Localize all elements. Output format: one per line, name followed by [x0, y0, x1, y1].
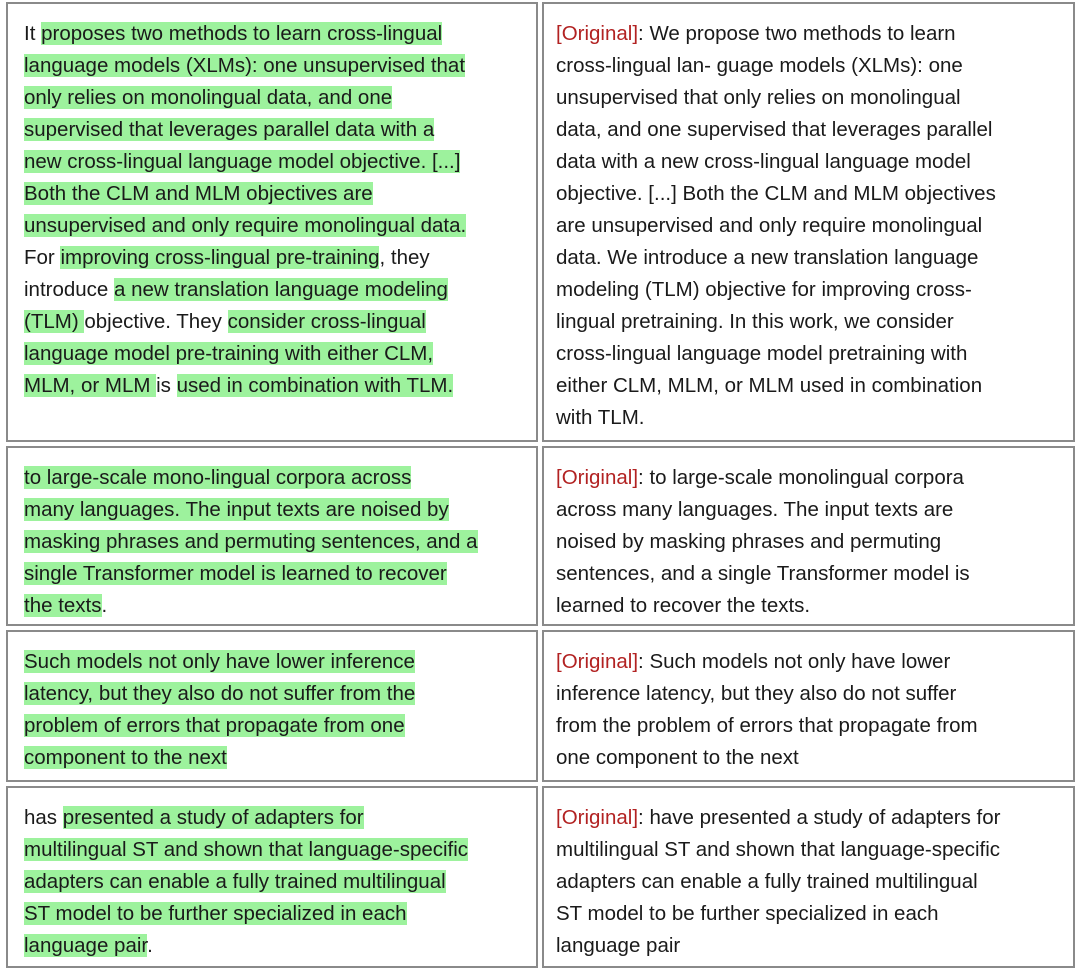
original-text: We propose two methods to learn — [649, 22, 956, 45]
generated-cell-1 — [6, 2, 538, 442]
plain-text: has — [24, 806, 63, 829]
original-line — [556, 18, 1059, 50]
highlighted-text: Such models not only have lower inference — [24, 650, 415, 673]
original-separator: : — [638, 650, 650, 673]
original-text: from the problem of errors that propagate from — [556, 714, 978, 737]
generated-line — [24, 18, 522, 50]
generated-line — [24, 834, 522, 866]
original-tag: [Original] — [556, 22, 639, 45]
generated-line — [24, 462, 522, 494]
plain-text: , they — [379, 246, 430, 269]
original-text: objective. [...] Both the CLM and MLM objectives — [556, 182, 996, 205]
original-line — [556, 338, 1059, 370]
highlighted-text: Both the CLM and MLM objectives are — [24, 182, 373, 205]
highlighted-text: the texts — [24, 594, 102, 617]
original-text: either CLM, MLM, or MLM used in combination — [556, 374, 983, 397]
original-line — [556, 242, 1059, 274]
original-line — [556, 678, 1059, 710]
plain-text: is — [156, 374, 177, 397]
original-text: multilingual ST and shown that language-specific — [556, 838, 1001, 861]
highlighted-text: problem of errors that propagate from one — [24, 714, 405, 737]
original-text: data, and one supervised that leverages parallel — [556, 118, 993, 141]
highlighted-text: language models (XLMs): one unsupervised that — [24, 54, 466, 77]
highlighted-text: improving cross-lingual pre-training — [60, 246, 380, 269]
original-line — [556, 178, 1059, 210]
generated-line — [24, 678, 522, 710]
original-text: learned to recover the texts. — [556, 594, 811, 617]
generated-line — [24, 114, 522, 146]
plain-text: objective. They — [84, 310, 228, 333]
generated-cell-4 — [6, 786, 538, 968]
generated-line — [24, 82, 522, 114]
original-line — [556, 742, 1059, 774]
original-cell-4 — [542, 786, 1075, 968]
original-line — [556, 558, 1059, 590]
highlighted-text: new cross-lingual language model objective. [...] — [24, 150, 461, 173]
original-line — [556, 590, 1059, 622]
highlighted-text: proposes two methods to learn cross-lingual — [41, 22, 443, 45]
original-line — [556, 930, 1059, 962]
generated-cell-3 — [6, 630, 538, 782]
generated-line — [24, 146, 522, 178]
generated-line — [24, 558, 522, 590]
original-text: cross-lingual lan- guage models (XLMs): one — [556, 54, 963, 77]
original-text: lingual pretraining. In this work, we consider — [556, 310, 954, 333]
original-line — [556, 146, 1059, 178]
highlighted-text: ST model to be further specialized in each — [24, 902, 407, 925]
original-text: sentences, and a single Transformer model is — [556, 562, 970, 585]
original-text: cross-lingual language model pretraining with — [556, 342, 968, 365]
generated-line — [24, 930, 522, 962]
original-tag: [Original] — [556, 650, 639, 673]
generated-line — [24, 710, 522, 742]
highlighted-text: masking phrases and permuting sentences, and a — [24, 530, 478, 553]
original-separator: : — [638, 806, 650, 829]
original-line — [556, 370, 1059, 402]
highlighted-text: single Transformer model is learned to recover — [24, 562, 447, 585]
original-text: to large-scale monolingual corpora — [649, 466, 964, 489]
generated-line — [24, 802, 522, 834]
highlighted-text: (TLM) — [24, 310, 85, 333]
generated-line — [24, 306, 522, 338]
original-separator: : — [638, 22, 650, 45]
original-line — [556, 306, 1059, 338]
original-text: Such models not only have lower — [649, 650, 951, 673]
original-line — [556, 898, 1059, 930]
generated-line — [24, 338, 522, 370]
original-text: have presented a study of adapters for — [649, 806, 1001, 829]
generated-line — [24, 178, 522, 210]
original-cell-2 — [542, 446, 1075, 626]
original-text: noised by masking phrases and permuting — [556, 530, 942, 553]
original-line — [556, 210, 1059, 242]
original-line — [556, 710, 1059, 742]
generated-line — [24, 494, 522, 526]
highlighted-text: adapters can enable a fully trained multilingual — [24, 870, 446, 893]
original-text: ST model to be further specialized in each — [556, 902, 939, 925]
generated-line — [24, 742, 522, 774]
generated-line — [24, 242, 522, 274]
original-line — [556, 462, 1059, 494]
original-line — [556, 494, 1059, 526]
highlighted-text: multilingual ST and shown that language-specific — [24, 838, 469, 861]
plain-text: introduce — [24, 278, 115, 301]
generated-line — [24, 526, 522, 558]
highlighted-text: presented a study of adapters for — [62, 806, 364, 829]
plain-text: It — [24, 22, 42, 45]
highlighted-text: supervised that leverages parallel data with a — [24, 118, 435, 141]
highlighted-text: language pair — [24, 934, 148, 957]
original-line — [556, 274, 1059, 306]
original-text: one component to the next — [556, 746, 799, 769]
plain-text: . — [147, 934, 153, 957]
generated-line — [24, 646, 522, 678]
original-line — [556, 526, 1059, 558]
original-line — [556, 646, 1059, 678]
highlighted-text: MLM, or MLM — [24, 374, 157, 397]
highlighted-text: used in combination with TLM. — [176, 374, 454, 397]
original-text: modeling (TLM) objective for improving cross- — [556, 278, 972, 301]
original-text: inference latency, but they also do not suffer — [556, 682, 957, 705]
highlighted-text: a new translation language modeling — [114, 278, 448, 301]
generated-line — [24, 370, 522, 402]
original-text: are unsupervised and only require monolingual — [556, 214, 983, 237]
original-line — [556, 802, 1059, 834]
original-text: language pair — [556, 934, 681, 957]
original-line — [556, 82, 1059, 114]
original-line — [556, 402, 1059, 434]
original-text: with TLM. — [556, 406, 645, 429]
generated-line — [24, 50, 522, 82]
generated-line — [24, 898, 522, 930]
original-text: data with a new cross-lingual language model — [556, 150, 971, 173]
original-text: unsupervised that only relies on monolingual — [556, 86, 961, 109]
highlighted-text: to large-scale mono-lingual corpora across — [24, 466, 412, 489]
highlighted-text: latency, but they also do not suffer from the — [24, 682, 416, 705]
original-line — [556, 866, 1059, 898]
original-line — [556, 114, 1059, 146]
original-tag: [Original] — [556, 806, 639, 829]
original-separator: : — [638, 466, 650, 489]
highlighted-text: only relies on monolingual data, and one — [24, 86, 393, 109]
generated-line — [24, 590, 522, 622]
generated-line — [24, 210, 522, 242]
original-text: across many languages. The input texts are — [556, 498, 954, 521]
highlighted-text: language model pre-training with either CLM, — [24, 342, 434, 365]
original-text: data. We introduce a new translation language — [556, 246, 979, 269]
highlighted-text: consider cross-lingual — [227, 310, 426, 333]
generated-line — [24, 866, 522, 898]
original-cell-3 — [542, 630, 1075, 782]
generated-line — [24, 274, 522, 306]
original-line — [556, 834, 1059, 866]
original-cell-1 — [542, 2, 1075, 442]
original-line — [556, 50, 1059, 82]
plain-text: . — [101, 594, 108, 617]
original-tag: [Original] — [556, 466, 639, 489]
original-text: adapters can enable a fully trained multilingual — [556, 870, 978, 893]
highlighted-text: component to the next — [24, 746, 227, 769]
generated-cell-2 — [6, 446, 538, 626]
highlighted-text: unsupervised and only require monolingual data. — [24, 214, 467, 237]
highlighted-text: many languages. The input texts are noised by — [24, 498, 449, 521]
plain-text: For — [24, 246, 61, 269]
